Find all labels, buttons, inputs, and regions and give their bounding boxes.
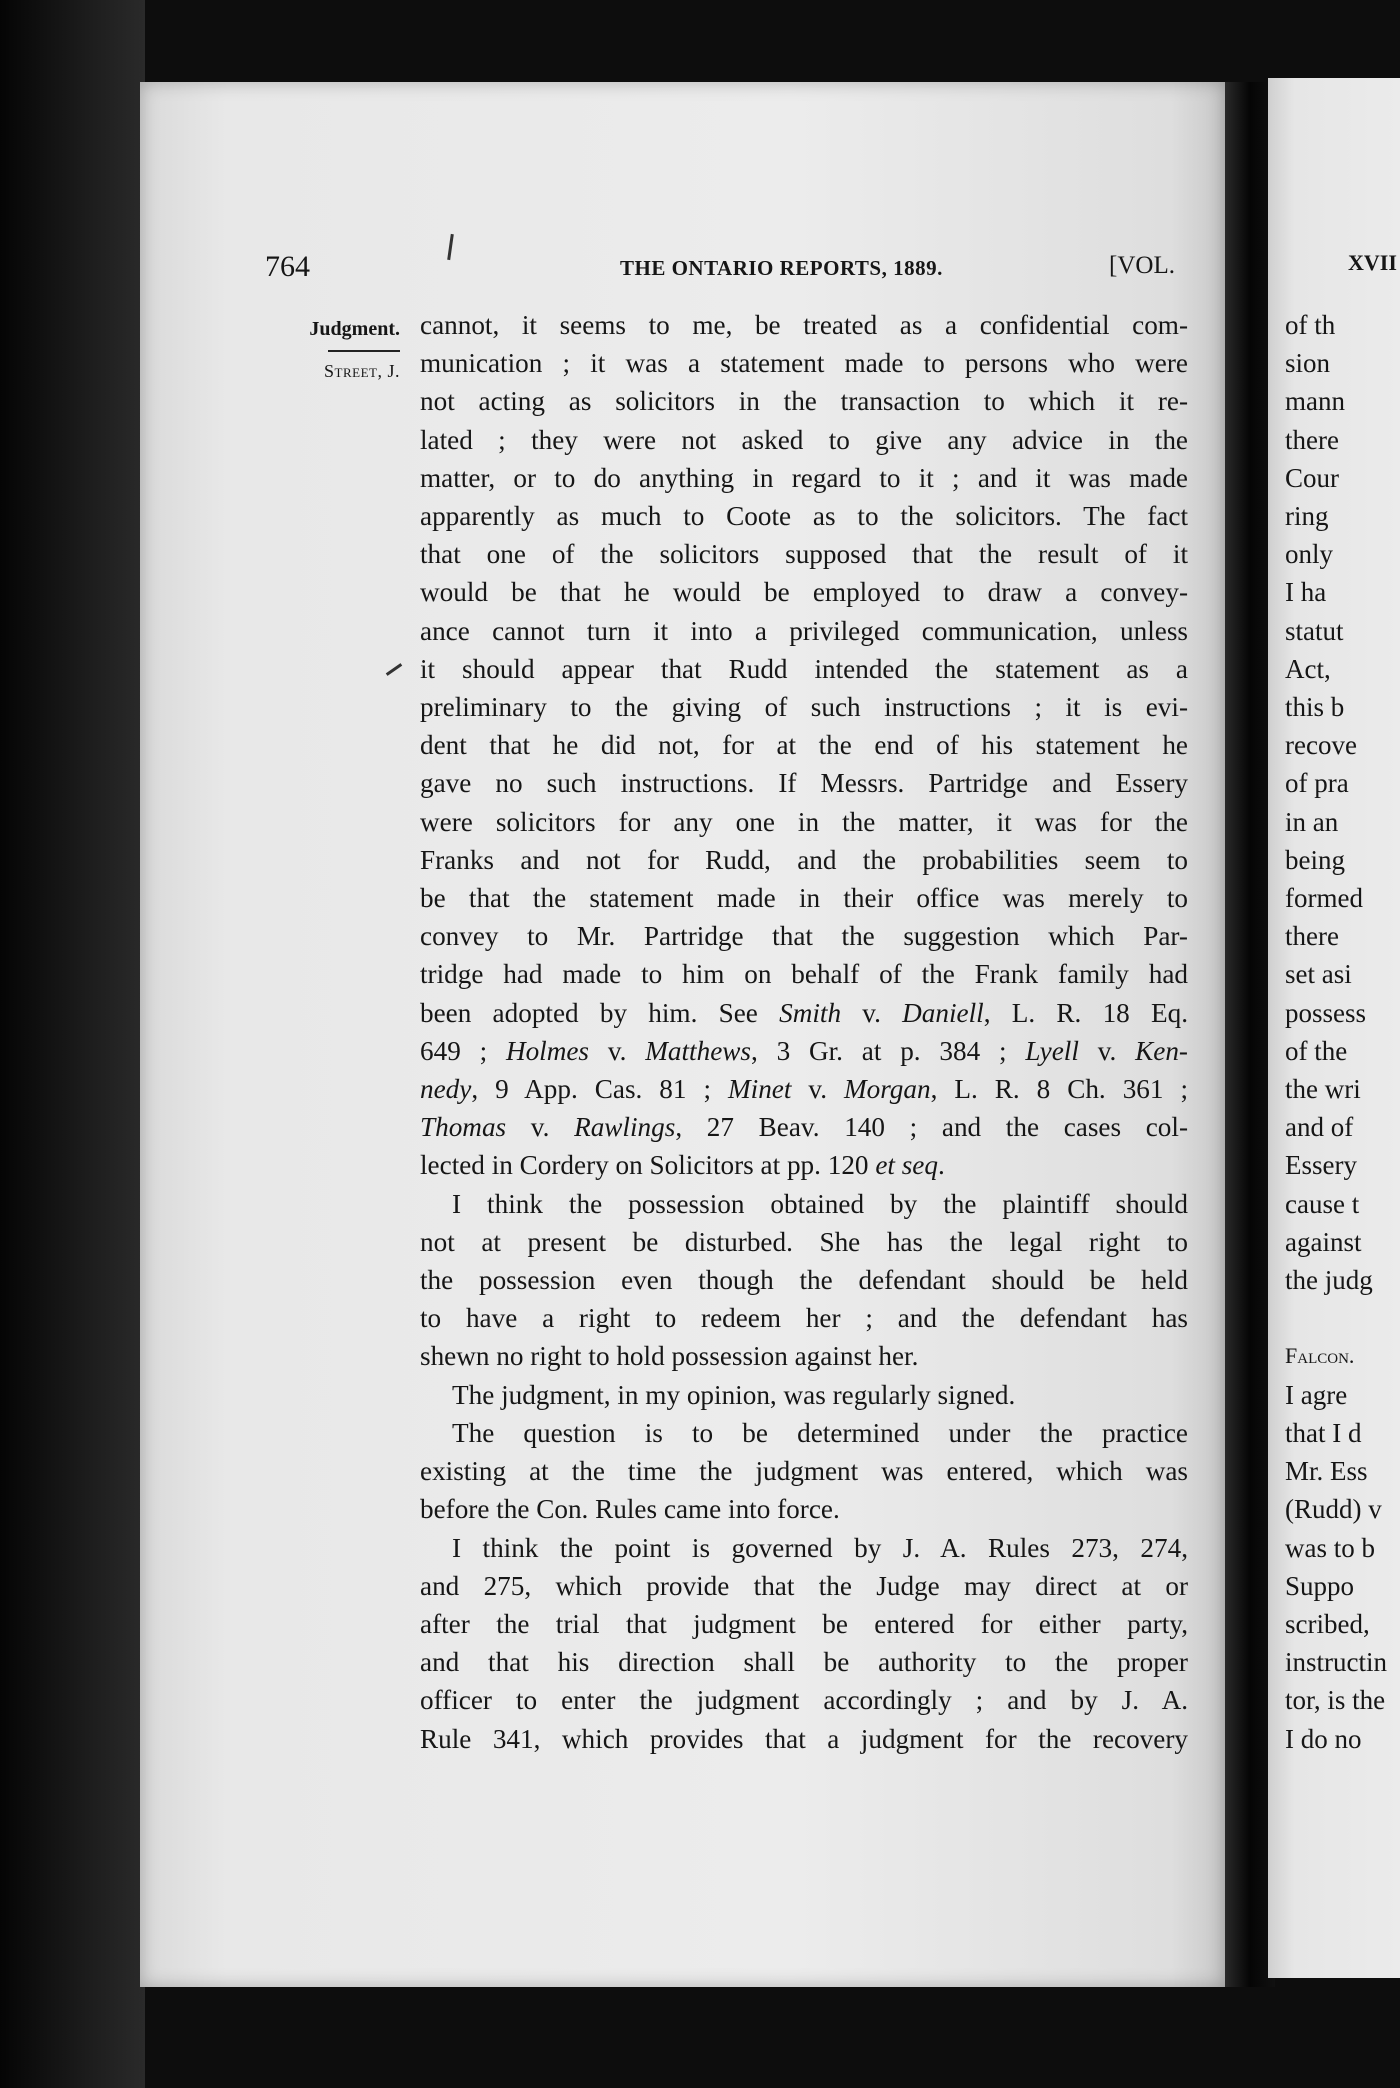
facing-page-line [1285, 1299, 1400, 1337]
margin-judge-name: Street, J. [324, 361, 400, 381]
facing-page-line: that I d [1285, 1417, 1362, 1448]
text-line: the possession even though the defendant should be held [420, 1265, 1188, 1296]
paragraph [420, 1376, 1188, 1414]
text-line: dent that he did not, for at the end of his statement he [420, 730, 1188, 761]
facing-page-line: of pra [1285, 768, 1349, 799]
citation-line: Thomas v. Rawlings, 27 Beav. 140 ; and the cases col- [420, 1112, 1188, 1143]
running-title: THE ONTARIO REPORTS, 1889. [620, 256, 943, 280]
citation-line: been adopted by him. See Smith v. Daniell, L. R. 18 Eq. [420, 997, 1189, 1028]
facing-page-line: Essery [1285, 1150, 1357, 1181]
text-line: The question is to be determined under the practice [452, 1417, 1188, 1448]
facing-page-line: being [1285, 844, 1345, 875]
facing-page-line: Suppo [1285, 1570, 1355, 1601]
paragraph [420, 1529, 1188, 1758]
facing-page-line: of the [1285, 1035, 1348, 1066]
facing-page-line: (Rudd) v [1285, 1494, 1382, 1525]
text-line: existing at the time the judgment was entered, which was [420, 1456, 1188, 1487]
facing-page-header: XVII [1348, 250, 1397, 275]
facing-page-line: possess [1285, 997, 1367, 1028]
paragraph [420, 306, 1188, 1185]
citation-line: 649 ; Holmes v. Matthews, 3 Gr. at p. 384 ; Lyell v. Ken- [420, 1035, 1188, 1066]
text-line: gave no such instructions. If Messrs. Partridge and Essery [420, 768, 1188, 799]
facing-page-line: sion [1285, 348, 1331, 379]
text-line: before the Con. Rules came into force. [420, 1494, 840, 1525]
facing-page-line: cause t [1285, 1188, 1360, 1219]
paragraph [420, 1185, 1188, 1376]
facing-page-line: I agre [1285, 1379, 1348, 1410]
facing-page-line: scribed, [1285, 1608, 1370, 1639]
facing-page-line: and of [1285, 1112, 1354, 1143]
citation-line: lected in Cordery on Solicitors at pp. 120 et seq. [420, 1150, 945, 1181]
text-line: Rule 341, which provides that a judgment for the recovery [420, 1723, 1188, 1754]
facing-page-line: was to b [1285, 1532, 1375, 1563]
facing-page-line: recove [1285, 730, 1357, 761]
text-line: to have a right to redeem her ; and the defendant has [420, 1303, 1188, 1334]
text-line: lated ; they were not asked to give any advice in the [420, 424, 1188, 455]
facing-page-line: there [1285, 424, 1339, 455]
facing-page-line: I ha [1285, 577, 1327, 608]
margin-heading: Judgment. [309, 318, 400, 340]
text-line: Franks and not for Rudd, and the probabilities seem to [420, 844, 1188, 875]
facing-page-line: this b [1285, 692, 1345, 723]
text-line: and 275, which provide that the Judge may direct at or [420, 1570, 1188, 1601]
volume-label: [VOL. [1109, 252, 1175, 279]
scan-background-left [0, 0, 145, 2088]
page-header [265, 250, 1180, 284]
facing-page-line: instructin [1285, 1647, 1387, 1678]
text-line: I think the possession obtained by the plaintiff should [452, 1188, 1188, 1219]
text-line: not at present be disturbed. She has the legal right to [420, 1226, 1188, 1257]
text-line: would be that he would be employed to draw a convey- [420, 577, 1188, 608]
text-line: matter, or to do anything in regard to it ; and it was made [420, 462, 1188, 493]
text-line: preliminary to the giving of such instructions ; it is evi- [420, 692, 1188, 723]
facing-page-line: there [1285, 921, 1339, 952]
text-line: officer to enter the judgment accordingly ; and by J. A. [420, 1685, 1188, 1716]
text-line: not acting as solicitors in the transaction to which it re- [420, 386, 1188, 417]
facing-page-text [1285, 306, 1400, 1758]
facing-page-line: the wri [1285, 1074, 1361, 1105]
text-line: that one of the solicitors supposed that the result of it [420, 539, 1188, 570]
facing-page-line: only [1285, 539, 1334, 570]
facing-page-line: set asi [1285, 959, 1352, 990]
facing-page-line: the judg [1285, 1265, 1373, 1296]
text-line: munication ; it was a statement made to persons who were [420, 348, 1188, 379]
text-line: were solicitors for any one in the matter, it was for the [420, 806, 1188, 837]
paragraph [420, 1414, 1188, 1529]
facing-page-line: Mr. Ess [1285, 1456, 1368, 1487]
text-line: apparently as much to Coote as to the solicitors. The fact [420, 501, 1188, 532]
text-line: The judgment, in my opinion, was regularly signed. [452, 1379, 1016, 1410]
text-line: ance cannot turn it into a privileged communication, unless [420, 615, 1188, 646]
facing-page-line: formed [1285, 883, 1363, 914]
facing-page-line: against [1285, 1226, 1362, 1257]
text-line: cannot, it seems to me, be treated as a confidential com- [420, 310, 1188, 340]
text-line: be that the statement made in their office was merely to [420, 883, 1188, 914]
facing-page-line: in an [1285, 806, 1339, 837]
margin-divider [328, 350, 400, 352]
facing-page-line: tor, is the [1285, 1685, 1386, 1716]
body-text [420, 306, 1188, 1758]
facing-page-line: I do no [1285, 1723, 1362, 1754]
text-line: it should appear that Rudd intended the statement as a [420, 653, 1188, 684]
text-line: convey to Mr. Partridge that the suggestion which Par- [420, 921, 1188, 952]
text-line: after the trial that judgment be entered for either party, [420, 1608, 1188, 1639]
facing-page-line: ring [1285, 501, 1329, 532]
facing-page-line: statut [1285, 615, 1344, 646]
text-line: shewn no right to hold possession against her. [420, 1341, 919, 1372]
citation-line: nedy, 9 App. Cas. 81 ; Minet v. Morgan, L. R. 8 Ch. 361 ; [420, 1074, 1189, 1105]
text-line: I think the point is governed by J. A. Rules 273, 274, [452, 1532, 1188, 1563]
facing-page-line: Act, [1285, 653, 1331, 684]
facing-page-line: mann [1285, 386, 1345, 417]
text-line: tridge had made to him on behalf of the Frank family had [420, 959, 1188, 990]
text-line: and that his direction shall be authority to the proper [420, 1647, 1188, 1678]
facing-page-line: Falcon. [1285, 1343, 1355, 1369]
facing-page-line: Cour [1285, 462, 1339, 493]
facing-page-line: of th [1285, 310, 1336, 340]
page-number: 764 [265, 250, 310, 283]
margin-note [282, 318, 400, 382]
